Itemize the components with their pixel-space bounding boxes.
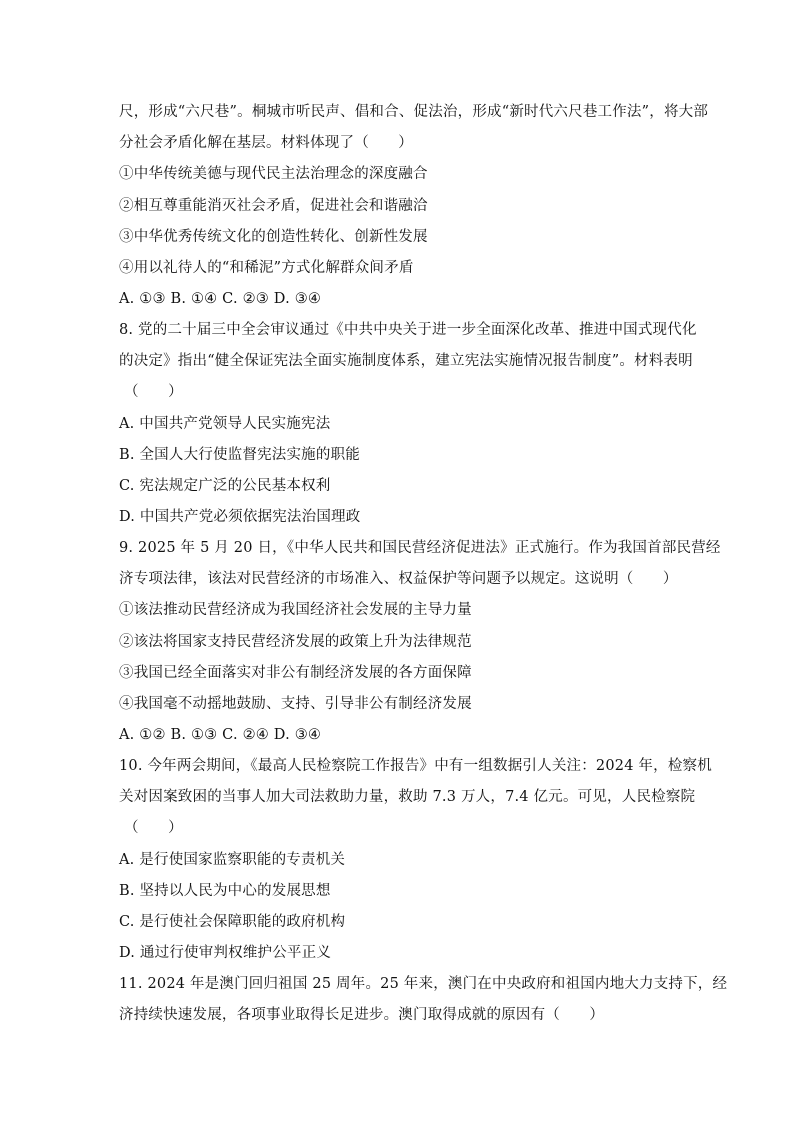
option-statement: ③我国已经全面落实对非公有制经济发展的各方面保障 — [119, 665, 472, 681]
option-statement: ④我国毫不动摇地鼓励、支持、引导非公有制经济发展 — [119, 696, 472, 712]
option-statement: ③中华优秀传统文化的创造性转化、创新性发展 — [119, 229, 428, 245]
text-line: 关对因案致困的当事人加大司法救助力量，救助 7.3 万人，7.4 亿元。可见，人民检察院 — [119, 789, 696, 805]
option-statement: ②该法将国家支持民营经济发展的政策上升为法律规范 — [119, 634, 472, 650]
answer-choice: C. 宪法规定广泛的公民基本权利 — [119, 478, 331, 494]
answer-choice: A. 是行使国家监察职能的专责机关 — [119, 852, 346, 868]
answer-choice: A. 中国共产党领导人民实施宪法 — [119, 416, 331, 432]
option-statement: ②相互尊重能消灭社会矛盾，促进社会和谐融洽 — [119, 198, 428, 214]
option-statement: ①该法推动民营经济成为我国经济社会发展的主导力量 — [119, 602, 472, 618]
text-line: 尺，形成“六尺巷”。桐城市听民声、倡和合、促法治，形成“新时代六尺巷工作法”，将大部 — [119, 104, 709, 120]
answer-choices: A. ①② B. ①③ C. ②④ D. ③④ — [119, 727, 322, 743]
answer-choice: B. 坚持以人民为中心的发展思想 — [119, 883, 331, 899]
text-line: 分社会矛盾化解在基层。材料体现了（ ） — [119, 135, 413, 151]
question-11: 11. 2024 年是澳门回归祖国 25 周年。25 年来，澳门在中央政府和祖国内地大力支持下，经 — [119, 976, 728, 992]
text-line: 济持续快速发展，各项事业取得长足进步。澳门取得成就的原因有（ ） — [119, 1007, 605, 1023]
answer-choice: C. 是行使社会保障职能的政府机构 — [119, 914, 346, 930]
option-statement: ④用以礼待人的“和稀泥”方式化解群众间矛盾 — [119, 260, 414, 276]
answer-choice: D. 中国共产党必须依据宪法治国理政 — [119, 509, 361, 525]
answer-choice: D. 通过行使审判权维护公平正义 — [119, 945, 332, 961]
option-statement: ①中华传统美德与现代民主法治理念的深度融合 — [119, 166, 428, 182]
text-line: 济专项法律，该法对民营经济的市场准入、权益保护等问题予以规定。这说明（ ） — [119, 571, 678, 587]
text-line: 的决定》指出“健全保证宪法全面实施制度体系，建立宪法实施情况报告制度”。材料表明 — [119, 353, 693, 369]
answer-blank: （ ） — [124, 820, 183, 836]
question-9: 9. 2025 年 5 月 20 日，《中华人民共和国民营经济促进法》正式施行。作为我国首部民营经 — [119, 540, 721, 556]
answer-choice: B. 全国人大行使监督宪法实施的职能 — [119, 447, 360, 463]
question-8: 8. 党的二十届三中全会审议通过《中共中央关于进一步全面深化改革、推进中国式现代化 — [119, 322, 697, 338]
question-10: 10. 今年两会期间，《最高人民检察院工作报告》中有一组数据引人关注：2024 年，检察机 — [119, 758, 712, 774]
answer-choices: A. ①③ B. ①④ C. ②③ D. ③④ — [119, 291, 322, 307]
answer-blank: （ ） — [124, 384, 183, 400]
